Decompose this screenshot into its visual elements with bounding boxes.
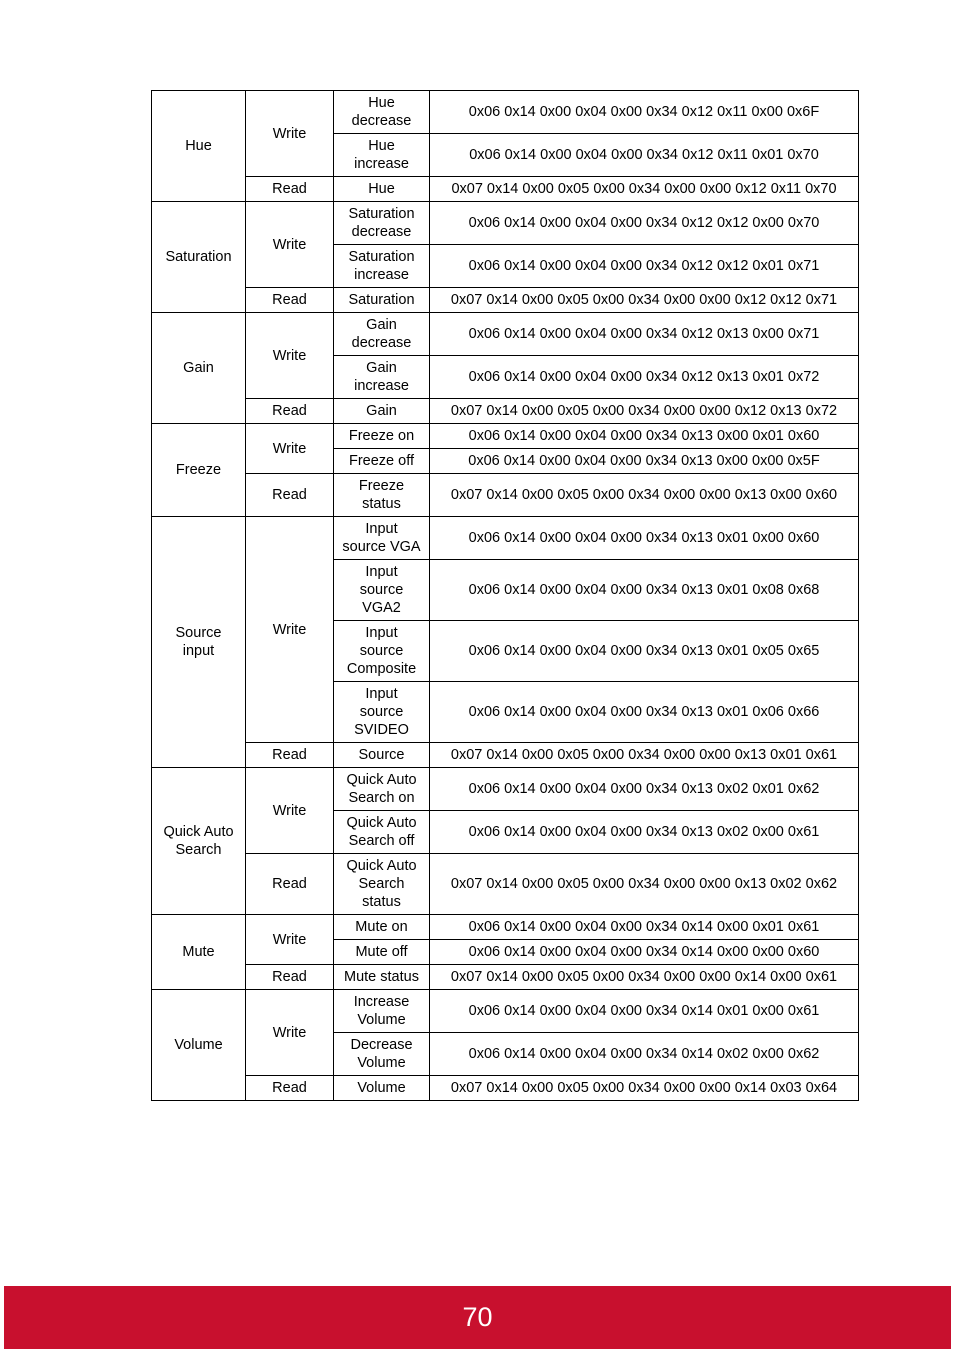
table-row [152, 1076, 859, 1101]
item-cell: Increase Volume [334, 990, 430, 1033]
item-cell: Decrease Volume [334, 1033, 430, 1076]
item-cell: Mute status [334, 965, 430, 990]
action-cell: Read [246, 288, 334, 313]
item-cell: Mute on [334, 915, 430, 940]
command-code-cell: 0x06 0x14 0x00 0x04 0x00 0x34 0x14 0x01 0x00 0x61 [430, 990, 859, 1033]
table-row [152, 965, 859, 990]
item-cell: Gain [334, 399, 430, 424]
command-code-cell: 0x06 0x14 0x00 0x04 0x00 0x34 0x14 0x02 0x00 0x62 [430, 1033, 859, 1076]
function-cell: Mute [152, 915, 246, 990]
item-cell: Input source VGA [334, 517, 430, 560]
action-cell: Read [246, 854, 334, 915]
action-cell: Write [246, 517, 334, 743]
command-code-cell: 0x06 0x14 0x00 0x04 0x00 0x34 0x12 0x13 0x01 0x72 [430, 356, 859, 399]
table-row [152, 202, 859, 245]
command-code-cell: 0x06 0x14 0x00 0x04 0x00 0x34 0x14 0x00 0x01 0x61 [430, 915, 859, 940]
command-table-body [152, 91, 859, 1101]
table-row [152, 768, 859, 811]
command-code-cell: 0x07 0x14 0x00 0x05 0x00 0x34 0x00 0x00 0x13 0x02 0x62 [430, 854, 859, 915]
item-cell: Hue increase [334, 134, 430, 177]
command-code-cell: 0x07 0x14 0x00 0x05 0x00 0x34 0x00 0x00 0x13 0x00 0x60 [430, 474, 859, 517]
item-cell: Input source Composite [334, 621, 430, 682]
action-cell: Read [246, 177, 334, 202]
command-code-cell: 0x07 0x14 0x00 0x05 0x00 0x34 0x00 0x00 0x14 0x00 0x61 [430, 965, 859, 990]
item-cell: Quick Auto Search status [334, 854, 430, 915]
table-row [152, 399, 859, 424]
item-cell: Freeze off [334, 449, 430, 474]
command-code-cell: 0x07 0x14 0x00 0x05 0x00 0x34 0x00 0x00 0x12 0x12 0x71 [430, 288, 859, 313]
table-row [152, 854, 859, 915]
function-cell: Quick Auto Search [152, 768, 246, 915]
item-cell: Volume [334, 1076, 430, 1101]
page-number: 70 [462, 1302, 493, 1332]
command-code-cell: 0x06 0x14 0x00 0x04 0x00 0x34 0x13 0x01 0x05 0x65 [430, 621, 859, 682]
item-cell: Gain decrease [334, 313, 430, 356]
item-cell: Quick Auto Search on [334, 768, 430, 811]
command-code-cell: 0x07 0x14 0x00 0x05 0x00 0x34 0x00 0x00 0x14 0x03 0x64 [430, 1076, 859, 1101]
command-code-cell: 0x06 0x14 0x00 0x04 0x00 0x34 0x12 0x11 0x00 0x6F [430, 91, 859, 134]
action-cell: Read [246, 474, 334, 517]
command-code-cell: 0x06 0x14 0x00 0x04 0x00 0x34 0x13 0x01 0x08 0x68 [430, 560, 859, 621]
table-row [152, 177, 859, 202]
command-code-cell: 0x06 0x14 0x00 0x04 0x00 0x34 0x13 0x02 0x00 0x61 [430, 811, 859, 854]
command-code-cell: 0x07 0x14 0x00 0x05 0x00 0x34 0x00 0x00 0x12 0x13 0x72 [430, 399, 859, 424]
command-code-cell: 0x06 0x14 0x00 0x04 0x00 0x34 0x14 0x00 0x00 0x60 [430, 940, 859, 965]
item-cell: Saturation increase [334, 245, 430, 288]
item-cell: Quick Auto Search off [334, 811, 430, 854]
action-cell: Read [246, 743, 334, 768]
page-footer-bar [4, 1286, 951, 1349]
item-cell: Input source VGA2 [334, 560, 430, 621]
table-row [152, 313, 859, 356]
action-cell: Write [246, 313, 334, 399]
function-cell: Freeze [152, 424, 246, 517]
item-cell: Input source SVIDEO [334, 682, 430, 743]
action-cell: Write [246, 202, 334, 288]
function-cell: Gain [152, 313, 246, 424]
action-cell: Write [246, 424, 334, 474]
table-row [152, 915, 859, 940]
command-code-cell: 0x07 0x14 0x00 0x05 0x00 0x34 0x00 0x00 0x13 0x01 0x61 [430, 743, 859, 768]
function-cell: Saturation [152, 202, 246, 313]
action-cell: Read [246, 399, 334, 424]
action-cell: Write [246, 91, 334, 177]
action-cell: Read [246, 1076, 334, 1101]
table-row [152, 424, 859, 449]
command-code-cell: 0x06 0x14 0x00 0x04 0x00 0x34 0x12 0x13 0x00 0x71 [430, 313, 859, 356]
command-code-cell: 0x06 0x14 0x00 0x04 0x00 0x34 0x13 0x01 0x06 0x66 [430, 682, 859, 743]
action-cell: Write [246, 915, 334, 965]
item-cell: Saturation decrease [334, 202, 430, 245]
item-cell: Source [334, 743, 430, 768]
item-cell: Hue [334, 177, 430, 202]
item-cell: Saturation [334, 288, 430, 313]
function-cell: Source input [152, 517, 246, 768]
command-code-cell: 0x06 0x14 0x00 0x04 0x00 0x34 0x13 0x01 0x00 0x60 [430, 517, 859, 560]
action-cell: Write [246, 768, 334, 854]
command-code-cell: 0x06 0x14 0x00 0x04 0x00 0x34 0x13 0x00 0x00 0x5F [430, 449, 859, 474]
item-cell: Mute off [334, 940, 430, 965]
function-cell: Volume [152, 990, 246, 1101]
item-cell: Freeze on [334, 424, 430, 449]
command-code-cell: 0x07 0x14 0x00 0x05 0x00 0x34 0x00 0x00 0x12 0x11 0x70 [430, 177, 859, 202]
command-code-cell: 0x06 0x14 0x00 0x04 0x00 0x34 0x13 0x02 0x01 0x62 [430, 768, 859, 811]
table-row [152, 474, 859, 517]
table-row [152, 743, 859, 768]
command-code-cell: 0x06 0x14 0x00 0x04 0x00 0x34 0x12 0x12 0x00 0x70 [430, 202, 859, 245]
table-row [152, 91, 859, 134]
rs232-command-table [151, 90, 859, 1101]
item-cell: Hue decrease [334, 91, 430, 134]
item-cell: Freeze status [334, 474, 430, 517]
function-cell: Hue [152, 91, 246, 202]
command-code-cell: 0x06 0x14 0x00 0x04 0x00 0x34 0x12 0x11 0x01 0x70 [430, 134, 859, 177]
item-cell: Gain increase [334, 356, 430, 399]
command-code-cell: 0x06 0x14 0x00 0x04 0x00 0x34 0x13 0x00 0x01 0x60 [430, 424, 859, 449]
table-row [152, 990, 859, 1033]
table-row [152, 288, 859, 313]
table-row [152, 517, 859, 560]
action-cell: Read [246, 965, 334, 990]
command-code-cell: 0x06 0x14 0x00 0x04 0x00 0x34 0x12 0x12 0x01 0x71 [430, 245, 859, 288]
action-cell: Write [246, 990, 334, 1076]
